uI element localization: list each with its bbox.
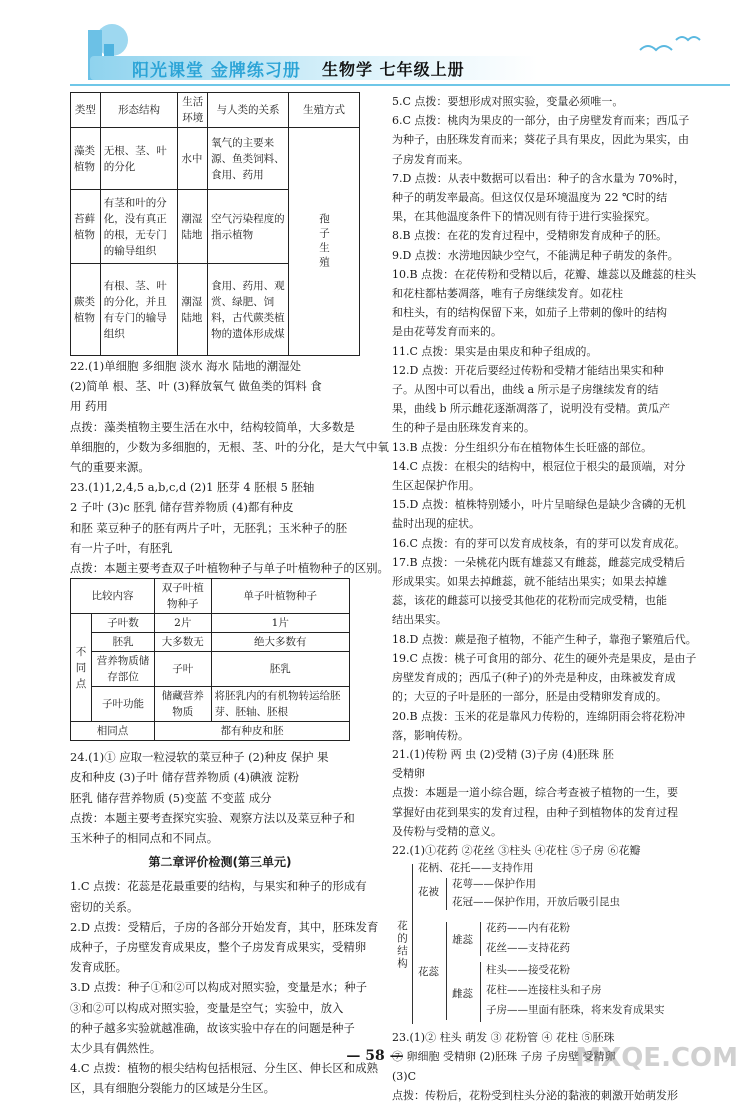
text-line: 落，影响传粉。: [392, 728, 469, 742]
text-line: 的；大豆的子叶是胚的一部分，胚是由受精卵发育成的。: [392, 690, 667, 704]
tree-node: 花柄、花托——支持作用: [418, 862, 534, 875]
table-cell: 空气污染程度的指示植物: [208, 190, 289, 264]
answers-block-1: [70, 356, 389, 578]
table-cell: 营养物质储存部位: [92, 652, 155, 687]
tree-node: 花蕊: [418, 966, 439, 979]
plant-comparison-table: [70, 92, 360, 356]
text-line: 蕊，该花的雌蕊可以接受其他花的花粉而完成受精，也能: [392, 594, 667, 608]
text-line: 的种子越多实验就越准确，故该实验中存在的问题是种子: [70, 1020, 355, 1035]
text-line: 20.B 点拨：玉米的花是靠风力传粉的，连绵阴雨会将花粉冲: [392, 709, 686, 723]
tree-node: 花被: [418, 886, 439, 899]
table-cell: 大多数无: [155, 633, 212, 652]
tree-bracket: [446, 922, 447, 1020]
header-rule: [70, 84, 730, 86]
tree-bracket: [480, 962, 481, 1022]
tree-node: 花冠——保护作用，开放后吸引昆虫: [452, 896, 620, 909]
text-line: 子房发育而来。: [392, 152, 469, 166]
table-cell: 储藏营养物质: [155, 687, 212, 722]
tree-bracket: [446, 878, 447, 910]
text-line: 和柱头，有的结构保留下来，如茄子上带刺的像叶的结构: [392, 306, 667, 320]
flower-structure-diagram: [392, 860, 720, 1028]
page-number: — 58 —: [346, 1048, 404, 1064]
text-line: 区，具有细胞分裂能力的区域是分生区。: [70, 1081, 276, 1096]
table-cell: 胚乳: [211, 652, 350, 687]
table-header: 与人类的关系: [208, 93, 289, 128]
text-line: 点拨：传粉后，花粉受到柱头分泌的黏液的刺激开始萌发形: [392, 1088, 678, 1102]
tree-bracket: [480, 922, 481, 956]
text-line: 19.C 点拨：桃子可食用的部分、花生的硬外壳是果皮，是由子: [392, 651, 697, 665]
table-header: 双子叶植物种子: [155, 579, 212, 614]
text-line: 皮和种皮 (3)子叶 储存营养物质 (4)碘液 淀粉: [70, 770, 300, 785]
text-line: 子。从图中可以看出，曲线 a 所示是子房继续发育的结: [392, 383, 659, 397]
answers-block-4: [392, 92, 720, 860]
text-line: 18.D 点拨：蕨是孢子植物，不能产生种子，靠孢子繁殖后代。: [392, 632, 697, 646]
table-cell: 苔藓植物: [71, 190, 101, 264]
table-header: 生活环境: [178, 93, 208, 128]
seed-comparison-table: [70, 578, 350, 741]
text-line: (3)C: [392, 1069, 416, 1083]
table-cell: 孢子生殖: [288, 128, 359, 356]
text-line: 成种子，子房壁发育成果皮，整个子房发育成果实，受精卵: [70, 940, 367, 955]
table-cell: 1片: [211, 614, 350, 633]
text-line: 和胚 菜豆种子的胚有两片子叶，无胚乳；玉米种子的胚: [70, 520, 347, 535]
text-line: 12.D 点拨：开花后要经过传粉和受精才能结出果实和种: [392, 363, 664, 377]
watermark: MXQE.COM: [575, 1043, 738, 1073]
right-column: [392, 92, 720, 1105]
table-cell: 蕨类植物: [71, 264, 101, 356]
text-line: 3.D 点拨：种子①和②可以构成对照实验，变量是水；种子: [70, 980, 367, 995]
text-line: 1.C 点拨：花蕊是花最重要的结构，与果实和种子的形成有: [70, 879, 367, 894]
text-line: 6.C 点拨：桃肉为果皮的一部分，由子房壁发育而来；西瓜子: [392, 114, 690, 128]
text-line: 房壁发育成的；西瓜子(种子)的外壳是种皮，由珠被发育成: [392, 671, 676, 685]
table-cell: 氧气的主要来源、鱼类饲料、食用、药用: [208, 128, 289, 190]
text-line: 和花柱都枯萎凋落，唯有子房继续发育。如花柱: [392, 287, 623, 301]
table-cell: 潮湿陆地: [178, 190, 208, 264]
text-line: 13.B 点拨：分生组织分布在植物体生长旺盛的部位。: [392, 440, 653, 454]
series-title: 阳光课堂 金牌练习册: [132, 61, 301, 81]
text-line: 发育成胚。: [70, 960, 127, 975]
text-line: ⑦ 卵细胞 受精卵 (2)胚珠 子房 子房壁 受精卵: [392, 1050, 616, 1064]
text-line: 生区起保护作用。: [392, 479, 480, 493]
text-line: 点拨：本题主要考查探究实验、观察方法以及菜豆种子和: [70, 810, 355, 825]
text-line: 太少具有偶然性。: [70, 1041, 162, 1056]
text-line: 22.(1)单细胞 多细胞 淡水 海水 陆地的潮湿处: [70, 359, 301, 373]
text-line: 22.(1)①花药 ②花丝 ③柱头 ④花柱 ⑤子房 ⑥花瓣: [392, 843, 641, 857]
text-line: 点拨：藻类植物主要生活在水中，结构较简单，大多数是: [70, 419, 355, 434]
text-line: 点拨：本题是一道小综合题，综合考查被子植物的一生，要: [392, 786, 678, 800]
table-cell: 有根、茎、叶的分化，并且有专门的输导组织: [100, 264, 178, 356]
text-line: 是由花萼发育而来的。: [392, 325, 502, 339]
tree-node: 雌蕊: [452, 988, 473, 1001]
text-line: 11.C 点拨：果实是由果皮和种子组成的。: [392, 344, 598, 358]
text-line: 掌握好由花到果实的发育过程，由种子到植物体的发育过程: [392, 805, 678, 819]
table-cell: 潮湿陆地: [178, 264, 208, 356]
text-line: 果，曲线 b 所示雌花逐渐凋落了，说明没有受精。黄瓜产: [392, 402, 671, 416]
text-line: 单细胞的，少数为多细胞的，无根、茎、叶的分化，是大气中氧: [70, 439, 389, 454]
table-cell: 不同点: [71, 614, 92, 722]
text-line: 4.C 点拨：植物的根尖结构包括根冠、分生区、伸长区和成熟: [70, 1061, 378, 1076]
table-cell: 都有种皮和胚: [155, 722, 350, 741]
table-cell: 子叶: [155, 652, 212, 687]
table-cell: 子叶数: [92, 614, 155, 633]
text-line: 生的种子是由胚珠发育来的。: [392, 421, 535, 435]
text-line: (2)简单 根、茎、叶 (3)释放氧气 做鱼类的饵料 食: [70, 379, 322, 394]
text-line: 9.D 点拨：水涝地因缺少空气，不能满足种子萌发的条件。: [392, 248, 679, 262]
text-line: 气的重要来源。: [70, 460, 150, 475]
text-line: 14.C 点拨：在根尖的结构中，根冠位于根尖的最顶端，对分: [392, 459, 686, 473]
tree-root-label: 花的结构: [396, 920, 408, 971]
text-line: 17.B 点拨：一朵桃花内既有雄蕊又有雌蕊，雌蕊完成受精后: [392, 555, 686, 569]
text-line: 玉米种子的相同点和不同点。: [70, 831, 219, 846]
tree-node: 雄蕊: [452, 934, 473, 947]
text-line: 10.B 点拨：在花传粉和受精以后，花瓣、雄蕊以及雌蕊的柱头: [392, 267, 697, 281]
table-header: 类型: [71, 93, 101, 128]
text-line: 24.(1)① 应取一粒浸软的菜豆种子 (2)种皮 保护 果: [70, 750, 329, 765]
tree-node: 花柱——连接柱头和子房: [486, 984, 602, 997]
subject-title: 生物学 七年级上册: [322, 60, 465, 79]
text-line: 用 药用: [70, 399, 108, 414]
text-line: 果，在其他温度条件下的情况则有待于进行实验探究。: [392, 210, 656, 224]
table-cell: 有茎和叶的分化，没有真正的根，无专门的输导组织: [100, 190, 178, 264]
text-line: 7.D 点拨：从表中数据可以看出：种子的含水量为 70%时，: [392, 171, 685, 185]
text-line: 点拨：本题主要考查双子叶植物种子与单子叶植物种子的区别。: [70, 561, 389, 576]
tree-bracket: [412, 864, 413, 1024]
answers-block-2: [70, 747, 370, 848]
table-cell: 子叶功能: [92, 687, 155, 722]
text-line: 受精卵: [392, 767, 425, 781]
tree-node: 花药——内有花粉: [486, 922, 570, 935]
text-line: 形成果实。如果去掉雌蕊，就不能结出果实；如果去掉雄: [392, 575, 667, 589]
tree-node: 花萼——保护作用: [452, 878, 536, 891]
text-line: ③和②可以构成对照实验，变量是空气；实验中，放入: [70, 1000, 344, 1015]
page-header: [0, 0, 750, 88]
table-cell: 水中: [178, 128, 208, 190]
text-line: 21.(1)传粉 两 虫 (2)受精 (3)子房 (4)胚珠 胚: [392, 747, 614, 761]
table-header: 单子叶植物种子: [211, 579, 350, 614]
text-line: 及传粉与受精的意义。: [392, 824, 502, 838]
text-line: 2.D 点拨：受精后，子房的各部分开始发育，其中，胚珠发育: [70, 919, 379, 934]
text-line: 盐时出现的症状。: [392, 517, 480, 531]
text-line: 结出果实。: [392, 613, 447, 627]
text-line: 23.(1)1,2,4,5 a,b,c,d (2)1 胚芽 4 胚根 5 胚轴: [70, 480, 315, 495]
text-line: 16.C 点拨：有的芽可以发育成枝条，有的芽可以发育成花。: [392, 536, 686, 550]
tree-node: 柱头——接受花粉: [486, 964, 570, 977]
table-cell: 食用、药用、观赏、绿肥、饲料，古代蕨类植物的遗体形成煤: [208, 264, 289, 356]
text-line: 23.(1)② 柱头 萌发 ③ 花粉管 ④ 花柱 ⑤胚珠: [392, 1031, 615, 1045]
table-cell: 2片: [155, 614, 212, 633]
table-cell: 藻类植物: [71, 128, 101, 190]
table-cell: 无根、茎、叶的分化: [100, 128, 178, 190]
table-cell: 将胚乳内的有机物转运给胚芽、胚轴、胚根: [211, 687, 350, 722]
table-header: 比较内容: [71, 579, 155, 614]
table-header: 形态结构: [100, 93, 178, 128]
text-line: 2 子叶 (3)c 胚乳 储存营养物质 (4)都有种皮: [70, 500, 294, 515]
text-line: 为种子，由胚珠发育而来；葵花子具有果皮，因此为果实，由: [392, 133, 689, 147]
text-line: 种子的萌发率最高。但这仅仅是环境温度为 22 ℃时的结: [392, 191, 668, 205]
table-cell: 胚乳: [92, 633, 155, 652]
text-line: 胚乳 储存营养物质 (5)变蓝 不变蓝 成分: [70, 790, 272, 805]
text-line: 密切的关系。: [70, 899, 139, 914]
table-cell: 相同点: [71, 722, 155, 741]
tree-node: 子房——里面有胚珠，将来发育成果实: [486, 1004, 665, 1017]
section-title: 第二章评价检测(第三单元): [148, 855, 292, 870]
text-line: 5.C 点拨：要想形成对照实验，变量必须唯一。: [392, 95, 624, 108]
text-line: 有一片子叶，有胚乳: [70, 540, 173, 555]
table-header: 生殖方式: [288, 93, 359, 128]
text-line: 8.B 点拨：在花的发育过程中，受精卵发育成种子的胚。: [392, 229, 668, 243]
tree-node: 花丝——支持花药: [486, 942, 570, 955]
text-line: 15.D 点拨：植株特别矮小，叶片呈暗绿色是缺少含磷的无机: [392, 498, 686, 512]
table-cell: 绝大多数有: [211, 633, 350, 652]
